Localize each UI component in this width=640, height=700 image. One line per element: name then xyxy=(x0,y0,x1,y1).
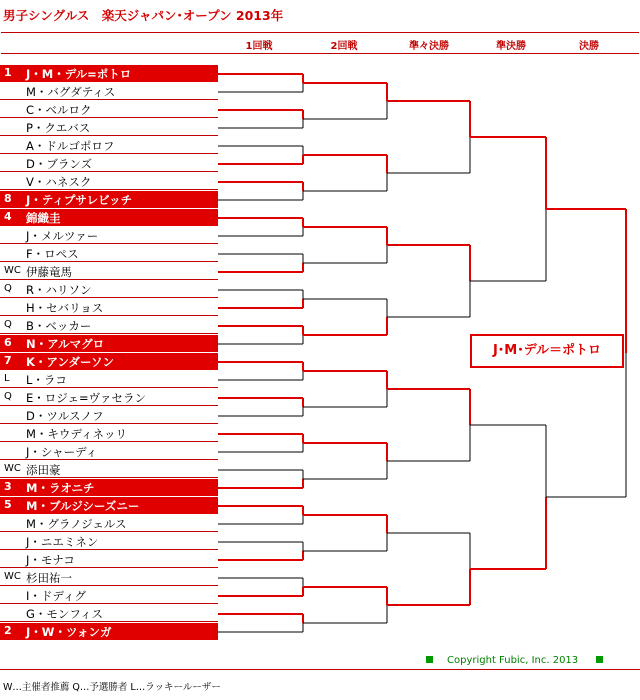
player-name: P・クエバス xyxy=(26,121,91,135)
player-name: J・W・ツォンガ xyxy=(26,625,112,639)
player-status: 1 xyxy=(4,66,12,79)
round-header-2: 2回戦 xyxy=(330,41,358,52)
player-name: M・グラノジェルス xyxy=(26,517,127,531)
player-status: Q xyxy=(4,283,12,294)
player-status: WC xyxy=(4,265,21,276)
champion-box: J･M･デル＝ポトロ xyxy=(470,334,624,368)
round-header-final: 決勝 xyxy=(579,41,599,52)
player-name: E・ロジェ=ヴァセラン xyxy=(26,391,147,405)
player-name: M・バグダティス xyxy=(26,85,116,99)
round-header-1: 1回戦 xyxy=(245,41,273,52)
player-name: 錦織圭 xyxy=(26,211,61,225)
player-name: M・ラオニチ xyxy=(26,481,95,495)
player-name: D・ツルスノフ xyxy=(26,409,104,423)
player-status: Q xyxy=(4,391,12,402)
legend: W…主催者推薦 Q…予選勝者 L…ラッキールーザー xyxy=(3,682,221,693)
player-name: J・ニエミネン xyxy=(26,535,99,549)
player-name: A・ドルゴポロフ xyxy=(26,139,115,153)
player-name: D・ブランズ xyxy=(26,157,93,171)
player-name: I・ドディグ xyxy=(26,589,86,603)
player-status: Q xyxy=(4,319,12,330)
player-name: C・ベルロク xyxy=(26,103,92,117)
player-status: 5 xyxy=(4,498,12,511)
copyright xyxy=(426,655,603,666)
player-status: 2 xyxy=(4,624,12,637)
green-square-icon xyxy=(596,656,603,663)
copyright-text: Copyright Fubic, Inc. 2013 xyxy=(447,655,579,666)
player-name: H・セバリョス xyxy=(26,301,104,315)
player-name: B・ベッカー xyxy=(26,319,92,333)
player-name: N・アルマグロ xyxy=(26,337,105,351)
player-status: 4 xyxy=(4,210,12,223)
player-status: 7 xyxy=(4,354,12,367)
player-name: F・ロペス xyxy=(26,247,79,261)
green-square-icon xyxy=(426,656,433,663)
round-header-qf: 準々決勝 xyxy=(409,41,449,52)
player-name: K・アンダーソン xyxy=(26,355,115,369)
player-name: 添田豪 xyxy=(26,463,61,477)
player-name: J・ティプサレビッチ xyxy=(26,193,133,207)
player-name: J・メルツァー xyxy=(26,229,99,243)
player-status: WC xyxy=(4,571,21,582)
player-status: 3 xyxy=(4,480,12,493)
round-header-sf: 準決勝 xyxy=(496,41,526,52)
player-name: M・ブルジシーズニー xyxy=(26,499,140,513)
player-name: 伊藤竜馬 xyxy=(26,265,72,279)
player-name: J・M・デル=ポトロ xyxy=(26,67,132,81)
player-status: WC xyxy=(4,463,21,474)
player-name: M・キウディネッリ xyxy=(26,427,128,441)
player-name: 杉田祐一 xyxy=(26,571,72,585)
page-title: 男子シングルス 楽天ジャパン･オープン 2013年 xyxy=(3,8,284,23)
player-name: V・ハネスク xyxy=(26,175,92,189)
player-status: L xyxy=(4,373,10,384)
player-name: G・モンフィス xyxy=(26,607,103,621)
player-name: L・ラコ xyxy=(26,373,67,387)
player-status: 6 xyxy=(4,336,12,349)
player-name: J・シャーディ xyxy=(26,445,98,459)
footer-divider xyxy=(0,669,640,670)
player-status: 8 xyxy=(4,192,12,205)
player-name: R・ハリソン xyxy=(26,283,92,297)
player-name: J・モナコ xyxy=(26,553,75,567)
